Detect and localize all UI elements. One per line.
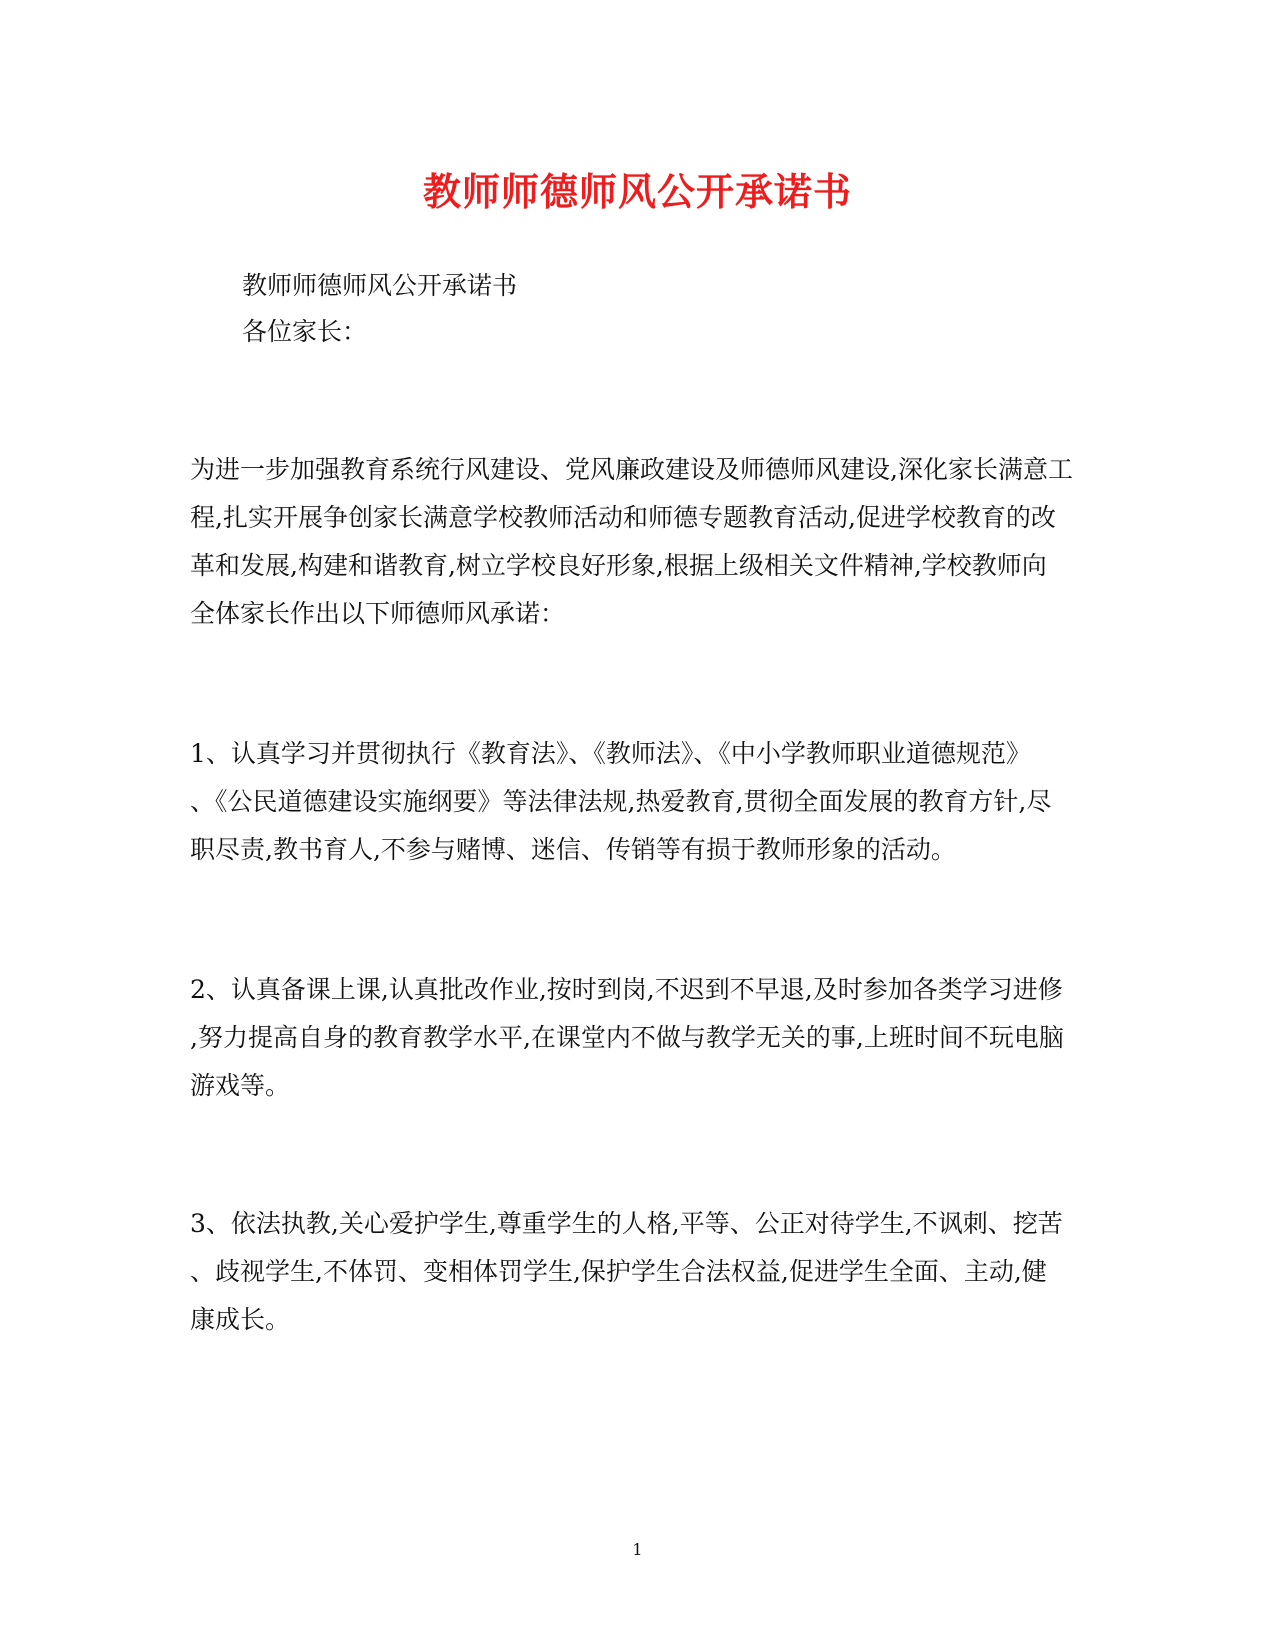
intro-line: 程,扎实开展争创家长满意学校教师活动和师德专题教育活动,促进学校教育的改 xyxy=(190,503,1056,532)
commitment-item-2 xyxy=(190,966,1080,1110)
commitment-item-3 xyxy=(190,1200,1080,1344)
item-2-line: ,努力提高自身的教育教学水平,在课堂内不做与教学无关的事,上班时间不玩电脑 xyxy=(190,1023,1064,1052)
salutation: 各位家长： xyxy=(242,317,368,346)
intro-line: 革和发展,构建和谐教育,树立学校良好形象,根据上级相关文件精神,学校教师向 xyxy=(190,551,1047,580)
commitment-item-1 xyxy=(190,730,1080,874)
item-1-line: 、《公民道德建设实施纲要》等法律法规,热爱教育,贯彻全面发展的教育方针,尽 xyxy=(190,787,1052,816)
item-3-line: 、歧视学生,不体罚、变相体罚学生,保护学生合法权益,促进学生全面、主动,健 xyxy=(190,1257,1047,1286)
document-subtitle: 教师师德师风公开承诺书 xyxy=(242,271,518,300)
intro-line: 为进一步加强教育系统行风建设、党风廉政建设及师德师风建设,深化家长满意工 xyxy=(190,455,1073,484)
item-3-line: 康成长。 xyxy=(190,1305,291,1334)
item-2-line: 游戏等。 xyxy=(190,1071,291,1100)
item-2-line: 2、认真备课上课,认真批改作业,按时到岗,不迟到不早退,及时参加各类学习进修 xyxy=(190,975,1063,1004)
item-1-line: 1、认真学习并贯彻执行《教育法》、《教师法》、《中小学教师职业道德规范》 xyxy=(190,739,1031,768)
intro-line: 全体家长作出以下师德师风承诺： xyxy=(190,599,566,628)
page-number: 1 xyxy=(632,1540,643,1559)
item-1-line: 职尽责,教书育人,不参与赌博、迷信、传销等有损于教师形象的活动。 xyxy=(190,835,956,864)
document-title: 教师师德师风公开承诺书 xyxy=(422,169,852,214)
intro-paragraph xyxy=(190,446,1080,638)
item-3-line: 3、依法执教,关心爱护学生,尊重学生的人格,平等、公正对待学生,不讽刺、挖苦 xyxy=(190,1209,1063,1238)
